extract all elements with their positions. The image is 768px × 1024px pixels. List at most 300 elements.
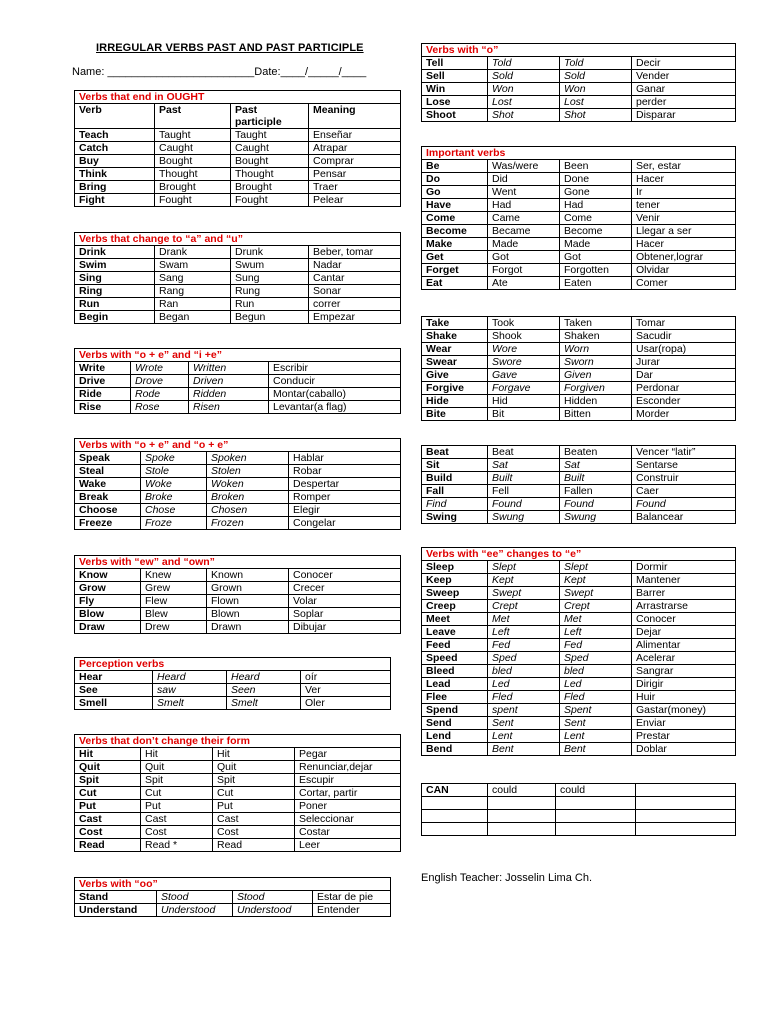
meaning-cell: Usar(ropa) [632,343,736,356]
meaning-cell: Vender [632,70,736,83]
table-row [422,574,736,587]
meaning-cell: Estar de pie [313,891,391,904]
form-cell: bled [560,665,632,678]
verb-cell: Fly [75,595,141,608]
meaning-cell: Enviar [632,717,736,730]
meaning-cell: Enseñar [309,129,401,142]
form-cell: Rose [131,401,189,414]
verb-cell: Draw [75,621,141,634]
form-cell: Found [560,498,632,511]
meaning-cell [636,784,736,797]
verb-cell: Fight [75,194,155,207]
form-cell: Become [560,225,632,238]
table-row [75,181,401,194]
meaning-cell: Cantar [309,272,401,285]
verb-cell: Blow [75,608,141,621]
table-row [422,96,736,109]
table-row [75,621,401,634]
form-cell: Bit [488,408,560,421]
form-cell: Met [560,613,632,626]
table-row [422,408,736,421]
table-row [422,212,736,225]
form-cell: Written [189,362,269,375]
form-cell: Sent [560,717,632,730]
table-row [75,246,401,259]
table-row [75,684,391,697]
form-cell: Swum [231,259,309,272]
table-row [422,743,736,756]
form-cell: Risen [189,401,269,414]
form-cell: Had [488,199,560,212]
form-cell: Known [207,569,289,582]
verb-cell: Become [422,225,488,238]
form-cell: Told [560,57,632,70]
form-cell: Begun [231,311,309,324]
form-cell: Hit [141,748,213,761]
meaning-cell: Jurar [632,356,736,369]
form-cell: Brought [231,181,309,194]
table-row [422,472,736,485]
form-cell: Shaken [560,330,632,343]
form-cell: Fallen [560,485,632,498]
meaning-cell: Nadar [309,259,401,272]
table-row [422,446,736,459]
table-row [422,678,736,691]
form-cell: Chosen [207,504,289,517]
meaning-cell: Robar [289,465,401,478]
form-cell: Bitten [560,408,632,421]
verb-cell: Have [422,199,488,212]
verb-cell: Cast [75,813,141,826]
table-row [75,595,401,608]
meaning-cell: Oler [301,697,391,710]
form-cell: Read * [141,839,213,852]
form-cell: Fled [560,691,632,704]
table-o-verbs [421,43,736,122]
form-cell: Bent [488,743,560,756]
form-cell: Left [488,626,560,639]
table-row [75,311,401,324]
verb-cell: Tell [422,57,488,70]
form-cell: Bought [231,155,309,168]
form-cell: Sworn [560,356,632,369]
meaning-cell: Congelar [289,517,401,530]
table-ee-e-verbs [421,547,736,756]
form-cell: Forgotten [560,264,632,277]
table-heading: Verbs with “o + e” and “i +e” [75,349,401,362]
form-cell: Taught [231,129,309,142]
table-row [422,485,736,498]
form-cell: Bought [155,155,231,168]
form-cell: Done [560,173,632,186]
verb-cell: Feed [422,639,488,652]
verb-cell: Bring [75,181,155,194]
meaning-cell: Beber, tomar [309,246,401,259]
form-cell: Sent [488,717,560,730]
form-cell: Grown [207,582,289,595]
table-row [75,362,401,375]
form-cell: Brought [155,181,231,194]
meaning-cell: Decir [632,57,736,70]
verb-cell: Sing [75,272,155,285]
form-cell: Crept [488,600,560,613]
verb-cell: Freeze [75,517,141,530]
meaning-cell: Escribir [269,362,401,375]
meaning-cell: Comer [632,277,736,290]
form-cell: Forgiven [560,382,632,395]
table-can-verbs [421,783,736,836]
form-cell: could [488,784,556,797]
verb-cell: Come [422,212,488,225]
table-row [422,784,736,797]
table-row [75,491,401,504]
table-row [75,142,401,155]
form-cell: Fed [560,639,632,652]
table-row [75,155,401,168]
verb-cell: Choose [75,504,141,517]
form-cell: Driven [189,375,269,388]
form-cell: Taken [560,317,632,330]
form-cell: Caught [231,142,309,155]
table-row [422,251,736,264]
table-row [75,671,391,684]
table-row [75,904,391,917]
form-cell: Gave [488,369,560,382]
verb-cell: Sit [422,459,488,472]
form-cell: Ate [488,277,560,290]
column-header: Meaning [309,104,401,129]
verb-cell [422,823,488,836]
form-cell: Shook [488,330,560,343]
form-cell: Taught [155,129,231,142]
verb-cell: Swim [75,259,155,272]
verb-cell: Win [422,83,488,96]
form-cell: Fell [488,485,560,498]
form-cell: Built [488,472,560,485]
name-date-line: Name: ________________________Date:____/_____/____ [72,66,367,78]
table-heading: Verbs with “oo” [75,878,391,891]
form-cell: Took [488,317,560,330]
verb-cell: Hit [75,748,141,761]
verb-cell: Make [422,238,488,251]
form-cell: Hit [213,748,295,761]
verb-cell: Forgive [422,382,488,395]
meaning-cell: Gastar(money) [632,704,736,717]
table-row [422,823,736,836]
table-row [75,787,401,800]
verb-cell: Sleep [422,561,488,574]
verb-cell: Grow [75,582,141,595]
table-row [75,839,401,852]
form-cell: Wore [488,343,560,356]
verb-cell: Sell [422,70,488,83]
form-cell [556,797,636,810]
table-row [422,797,736,810]
table-row [422,83,736,96]
verb-cell: Lend [422,730,488,743]
form-cell: Slept [560,561,632,574]
verb-cell: Hide [422,395,488,408]
form-cell: Heard [153,671,227,684]
form-cell: Swept [560,587,632,600]
form-cell: Rung [231,285,309,298]
meaning-cell: Crecer [289,582,401,595]
table-row [75,582,401,595]
table-row [422,652,736,665]
verb-cell: Begin [75,311,155,324]
meaning-cell: Disparar [632,109,736,122]
verb-cell: Break [75,491,141,504]
table-row [75,259,401,272]
meaning-cell: Romper [289,491,401,504]
meaning-cell: Arrastrarse [632,600,736,613]
meaning-cell: Ser, estar [632,160,736,173]
form-cell: Broken [207,491,289,504]
table-heading: Verbs with “o” [422,44,736,57]
verb-cell: Be [422,160,488,173]
form-cell: Began [155,311,231,324]
meaning-cell: Vencer “latir” [632,446,736,459]
meaning-cell: Esconder [632,395,736,408]
table-heading: Verbs with “ew” and “own” [75,556,401,569]
verb-cell [422,810,488,823]
column-header: Past [155,104,231,129]
form-cell: Gone [560,186,632,199]
verb-cell: Creep [422,600,488,613]
form-cell: Thought [231,168,309,181]
form-cell: Quit [141,761,213,774]
form-cell: Cost [213,826,295,839]
table-row [422,626,736,639]
table-row [422,199,736,212]
verb-cell: Ring [75,285,155,298]
meaning-cell: Sacudir [632,330,736,343]
form-cell [488,823,556,836]
form-cell: Drew [141,621,207,634]
meaning-cell: Dirigir [632,678,736,691]
verb-cell: Drive [75,375,131,388]
verb-cell: Buy [75,155,155,168]
meaning-cell: Perdonar [632,382,736,395]
form-cell: Chose [141,504,207,517]
meaning-cell: Found [632,498,736,511]
meaning-cell: perder [632,96,736,109]
form-cell: Swam [155,259,231,272]
verb-cell: Send [422,717,488,730]
form-cell: Cut [213,787,295,800]
meaning-cell: Venir [632,212,736,225]
table-row [75,517,401,530]
form-cell: Kept [488,574,560,587]
table-row [75,272,401,285]
table-row [75,697,391,710]
verb-cell: Know [75,569,141,582]
meaning-cell [636,823,736,836]
table-row [422,173,736,186]
meaning-cell: Dormir [632,561,736,574]
table-row [422,717,736,730]
table-row [422,277,736,290]
table-heading: Verbs that change to “a” and “u” [75,233,401,246]
form-cell: Swept [488,587,560,600]
form-cell: Drove [131,375,189,388]
verb-cell: Write [75,362,131,375]
form-cell: Come [560,212,632,225]
table-row [422,160,736,173]
meaning-cell: Balancear [632,511,736,524]
form-cell: Flew [141,595,207,608]
table-row [75,569,401,582]
meaning-cell: Levantar(a flag) [269,401,401,414]
meaning-cell: Hacer [632,238,736,251]
table-row [422,238,736,251]
form-cell: Thought [155,168,231,181]
verb-cell: Forget [422,264,488,277]
form-cell: Won [488,83,560,96]
table-row [422,186,736,199]
verb-cell: Swear [422,356,488,369]
meaning-cell: Ver [301,684,391,697]
table-row [422,511,736,524]
table-row [75,478,401,491]
table-row [75,168,401,181]
table-row [422,613,736,626]
table-row [422,561,736,574]
table-unchanged-verbs [74,734,401,852]
verb-cell: Get [422,251,488,264]
verb-cell: Quit [75,761,141,774]
form-cell: Slept [488,561,560,574]
table-heading: Verbs that end in OUGHT [75,91,401,104]
table-ew-own-verbs [74,555,401,634]
form-cell: Sat [488,459,560,472]
form-cell: Run [231,298,309,311]
form-cell: Knew [141,569,207,582]
verb-cell: Understand [75,904,157,917]
table-important-verbs [421,146,736,290]
meaning-cell: Olvidar [632,264,736,277]
meaning-cell: tener [632,199,736,212]
verb-cell: Lose [422,96,488,109]
verb-cell: Leave [422,626,488,639]
verb-cell: Put [75,800,141,813]
table-row [422,264,736,277]
meaning-cell: Llegar a ser [632,225,736,238]
form-cell: Ridden [189,388,269,401]
form-cell: Smelt [227,697,301,710]
form-cell: Caught [155,142,231,155]
form-cell: Fled [488,691,560,704]
meaning-cell: Construir [632,472,736,485]
table-row [422,109,736,122]
table-row [422,665,736,678]
verb-cell: Catch [75,142,155,155]
verb-cell: Shoot [422,109,488,122]
form-cell: Rode [131,388,189,401]
table-row [422,810,736,823]
form-cell: Fought [231,194,309,207]
form-cell: Blown [207,608,289,621]
table-row [422,343,736,356]
form-cell: Broke [141,491,207,504]
form-cell: Worn [560,343,632,356]
meaning-cell: Soplar [289,608,401,621]
meaning-cell: Ganar [632,83,736,96]
table-ought-verbs [74,90,401,207]
verb-cell: Sweep [422,587,488,600]
meaning-cell: Empezar [309,311,401,324]
meaning-cell: Sonar [309,285,401,298]
teacher-credit: English Teacher: Josselin Lima Ch. [421,872,592,884]
form-cell: Blew [141,608,207,621]
form-cell: Understood [157,904,233,917]
table-row [422,330,736,343]
column-header: Past participle [231,104,309,129]
form-cell: Went [488,186,560,199]
form-cell: Made [488,238,560,251]
table-row [75,401,401,414]
form-cell: Cast [213,813,295,826]
verb-cell: Run [75,298,155,311]
verb-cell: Swing [422,511,488,524]
form-cell: Cut [141,787,213,800]
table-row [75,298,401,311]
verb-cell: Wake [75,478,141,491]
table-row [422,356,736,369]
meaning-cell: oír [301,671,391,684]
table-row [75,129,401,142]
form-cell: Crept [560,600,632,613]
meaning-cell: Hablar [289,452,401,465]
verb-cell: Beat [422,446,488,459]
form-cell: Did [488,173,560,186]
verb-cell: Do [422,173,488,186]
form-cell: Led [488,678,560,691]
table-row [75,774,401,787]
form-cell: Led [560,678,632,691]
form-cell: Was/were [488,160,560,173]
meaning-cell: Conducir [269,375,401,388]
meaning-cell: Escupir [295,774,401,787]
meaning-cell: Huir [632,691,736,704]
form-cell: saw [153,684,227,697]
form-cell: Beat [488,446,560,459]
meaning-cell: Dar [632,369,736,382]
form-cell: Got [488,251,560,264]
form-cell: Hid [488,395,560,408]
verb-cell: Think [75,168,155,181]
meaning-cell: Acelerar [632,652,736,665]
table-take-verbs [421,316,736,421]
meaning-cell: Comprar [309,155,401,168]
table-row [422,639,736,652]
form-cell: Drunk [231,246,309,259]
form-cell: Been [560,160,632,173]
form-cell [488,810,556,823]
form-cell: Stood [233,891,313,904]
form-cell: Frozen [207,517,289,530]
form-cell: could [556,784,636,797]
form-cell: Beaten [560,446,632,459]
verb-cell: Speak [75,452,141,465]
meaning-cell: Barrer [632,587,736,600]
worksheet-title: IRREGULAR VERBS PAST AND PAST PARTICIPLE [96,42,364,54]
form-cell: Rang [155,285,231,298]
meaning-cell: Pegar [295,748,401,761]
form-cell: Met [488,613,560,626]
verb-cell: Bleed [422,665,488,678]
meaning-cell [636,810,736,823]
